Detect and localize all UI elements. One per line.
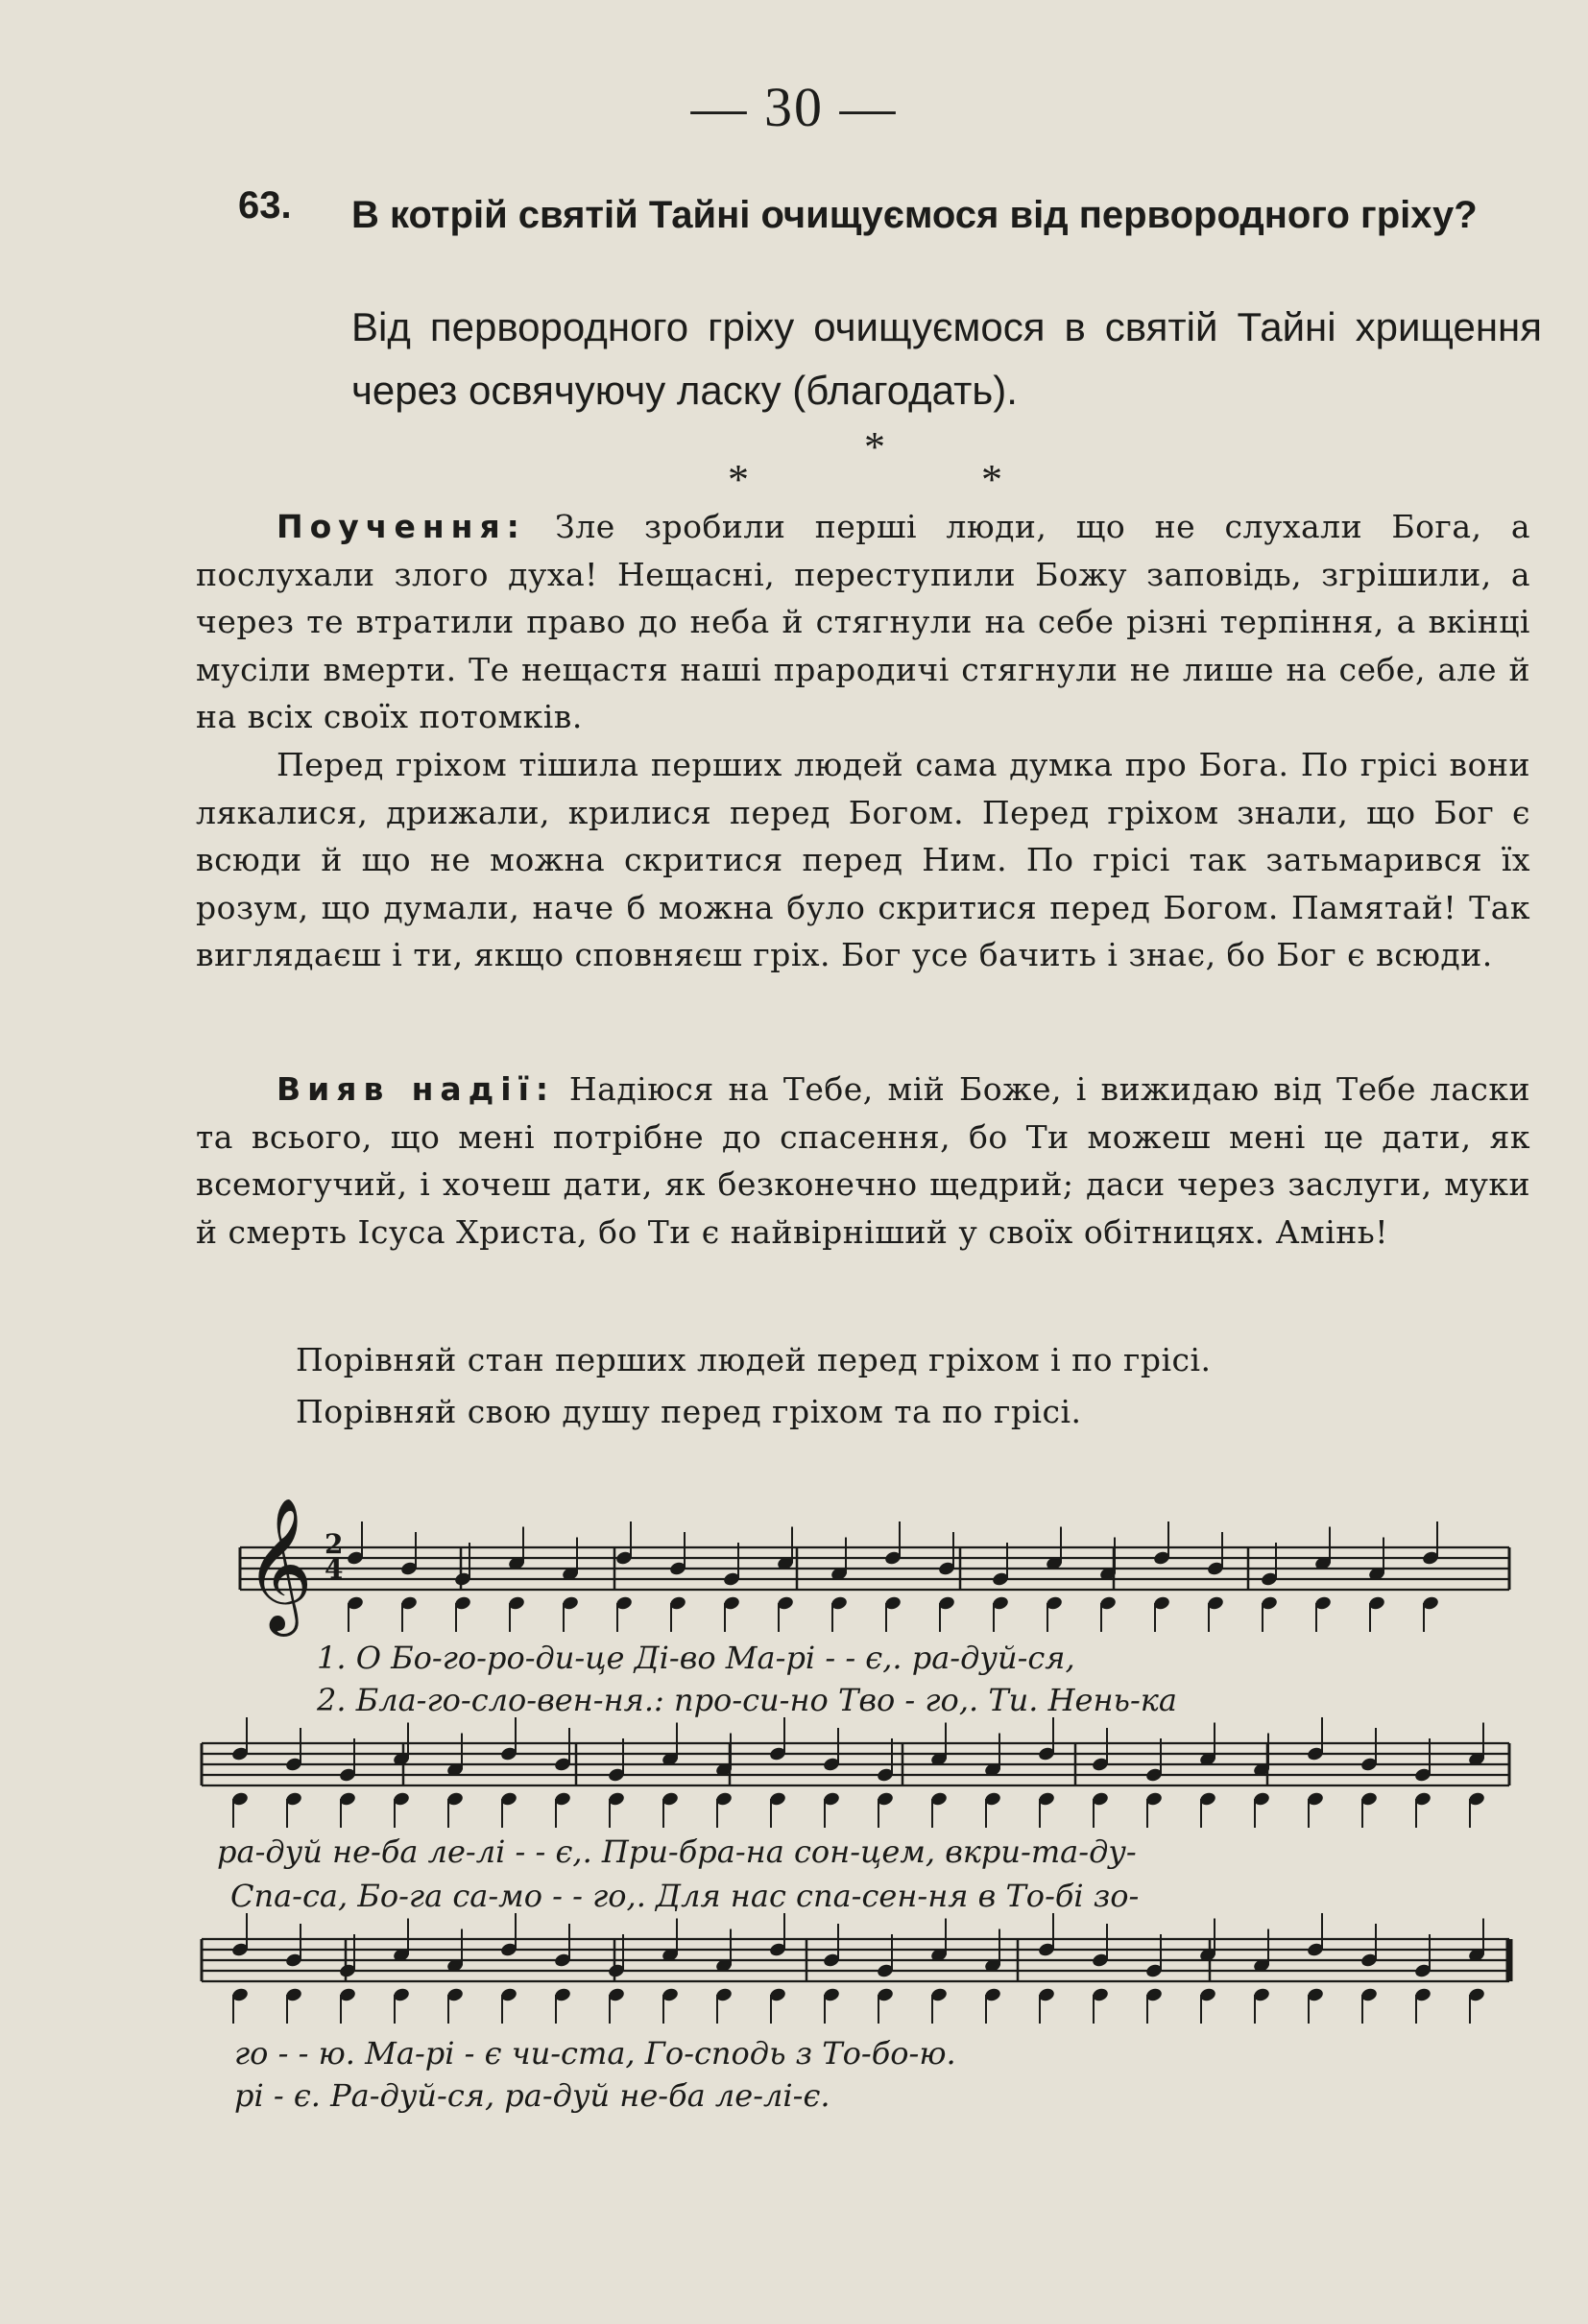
asterism-separator [672, 422, 1056, 503]
lyrics-row1-verse2: 2. Бла-го-сло-вен-ня.: про-си-но Тво - го,. Ти. Нень-ка [317, 1682, 1177, 1718]
compare-line-1: Порівняй стан перших людей перед гріхом і по грісі. [296, 1341, 1212, 1378]
time-signature-top: 2 [325, 1528, 344, 1560]
lesson-label: Поучення: [277, 508, 526, 545]
treble-clef-icon: 𝄞 [245, 1497, 313, 1631]
hope-paragraph [196, 1066, 1530, 1256]
lesson-paragraph-2 [196, 741, 1530, 979]
lesson-text-1: Зле зробили перші люди, що не слухали Бога, а послухали злого духа! Нещасні, переступили Божу заповідь, згрішили, а через те втратили право до неба й стягнули на себе різні терпіння, а вкінці мусіли вмерти. Те нещастя наші прародичі стягнули не лише на себе, але й на всіх своїх потомків. [196, 508, 1530, 735]
notes-group [230, 1521, 1485, 2024]
hope-label: Вияв надії: [277, 1070, 556, 1108]
lyrics-row2-verse1: ра-дуй не-ба ле-лі - - є,. При-бра-на сон-цем, вкри-та-ду- [217, 1833, 1137, 1870]
asterisk: * [728, 456, 749, 503]
answer-text: Від первородного гріху очищуємося в святій Тайні хрищення через освячуючу ласку (благодать). [351, 304, 1542, 413]
lyrics-row3-verse1: го - - ю. Ма-рі - є чи-ста, Го-сподь з То-бо-ю. [234, 2035, 956, 2072]
lyrics-row2-verse2: Спа-са, Бо-га са-мо - - го,. Для нас спа-сен-ня в То-бі зо- [230, 1878, 1140, 1914]
question-text: В котрій святій Тайні очищуємося від первородного гріху? [351, 194, 1478, 236]
hope-text: Надіюся на Тебе, мій Боже, і вижидаю від Тебе ласки та всього, що мені потрібне до спасення, бо Ти можеш мені це дати, як всемогучий, і хочеш дати, як безконечно щедрий; даси через заслуги, муки й смерть Ісуса Христа, бо Ти є найвірніший у своїх обітницях. Амінь! [196, 1070, 1530, 1251]
sheet-music [0, 1497, 1588, 2131]
page-number: — 30 — [690, 76, 898, 138]
compare-line-2: Порівняй свою душу перед гріхом та по грісі. [296, 1393, 1082, 1430]
time-signature-bottom: 4 [325, 1553, 344, 1585]
lyrics-row1-verse1: 1. О Бо-го-ро-ди-це Ді-во Ма-рі - - є,. ра-дуй-ся, [317, 1640, 1075, 1676]
lyrics-row3-verse2: рі - є. Ра-дуй-ся, ра-дуй не-ба ле-лі-є. [234, 2077, 830, 2114]
question-number: 63. [238, 184, 292, 227]
lesson-text-2: Перед гріхом тішила перших людей сама думка про Бога. По грісі вони лякалися, дрижали, крилися перед Богом. Перед гріхом знали, що Бог є всюди й що не можна скритися перед Ним. По грісі так затьмарився їх розум, що думали, наче б можна було скритися перед Богом. Памятай! Так виглядаєш і ти, якщо сповняєш гріх. Бог усе бачить і знає, бо Бог є всюди. [196, 746, 1530, 973]
lesson-paragraph-1 [196, 503, 1530, 741]
asterisk: * [981, 456, 1002, 503]
asterisk: * [864, 423, 885, 470]
